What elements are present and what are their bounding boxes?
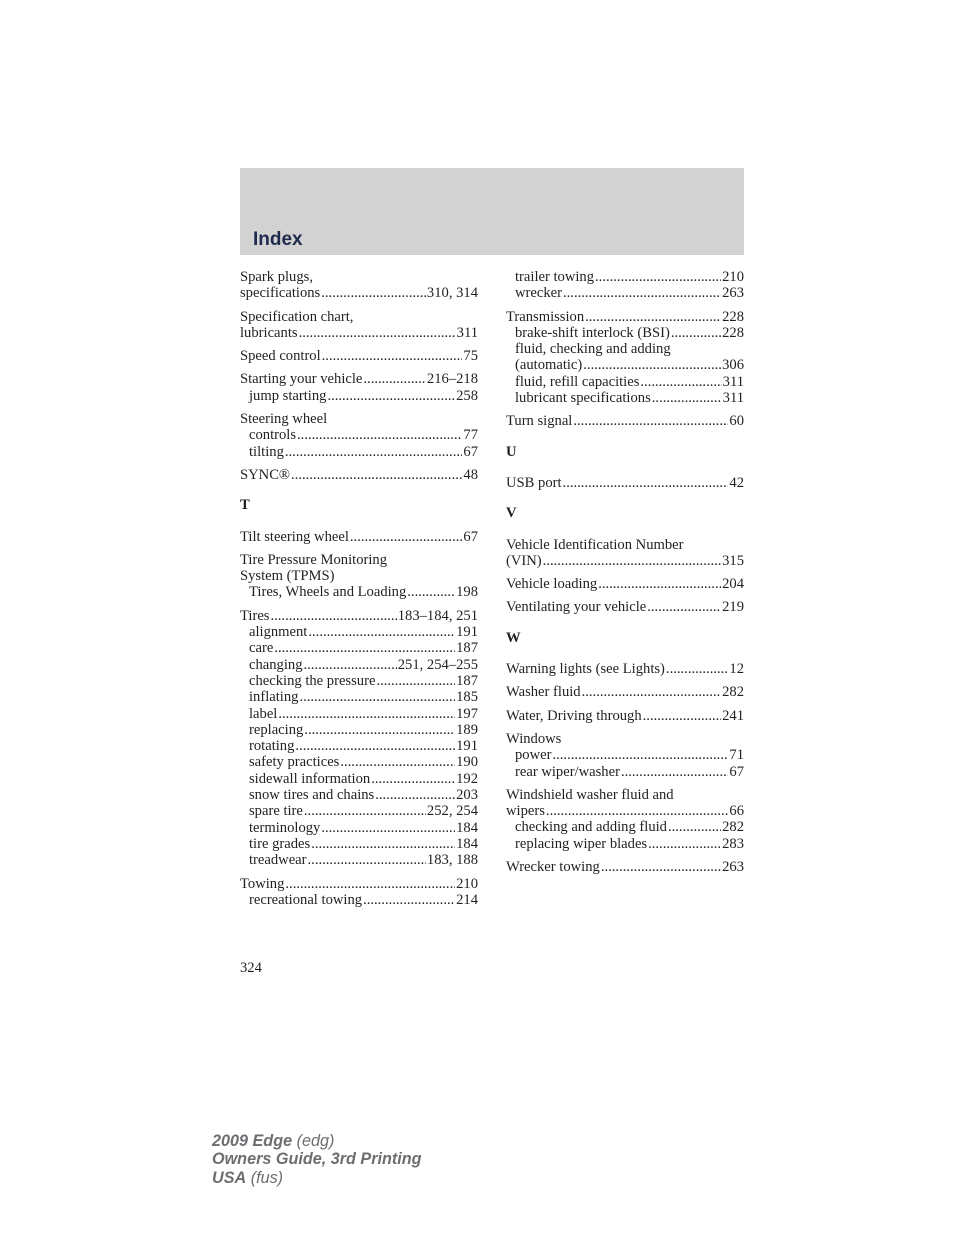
index-term [506,475,744,491]
index-entry [506,599,744,615]
leader-dots [304,722,455,738]
leader-dots [363,892,455,908]
entry-page: 219 [722,599,744,616]
entry-page: 198 [456,584,478,601]
entry-text: tilting [249,443,284,460]
index-subentry [240,722,478,738]
footer-market: USA [212,1168,247,1187]
entry-text: wrecker [515,285,562,302]
entry-text: Vehicle loading [506,576,598,593]
entry-text: snow tires and chains [249,787,375,804]
entry-page: 185 [456,689,478,706]
entry-text: System (TPMS) [240,568,335,585]
index-term [240,269,478,285]
section-letter: T [240,497,250,514]
entry-text: inflating [249,689,299,706]
leader-dots [308,852,426,868]
index-entry [506,731,744,780]
entry-page: 67 [463,443,478,460]
leader-dots [543,553,721,569]
entry-text: Warning lights (see Lights) [506,661,665,678]
index-term [240,608,478,624]
entry-text: rotating [249,738,295,755]
entry-text: Tilt steering wheel [240,528,349,545]
entry-page: 192 [456,770,478,787]
footer-guide: Owners Guide, 3rd Printing [212,1150,422,1169]
entry-text: fluid, refill capacities [515,373,640,390]
footer-model-code: (edg) [296,1132,335,1150]
leader-dots [322,348,463,364]
leader-dots [285,444,463,460]
entry-text: specifications [240,285,321,302]
leader-dots [652,390,722,406]
leader-dots [583,357,721,373]
leader-dots [671,325,721,341]
leader-dots [640,374,721,390]
leader-dots [327,388,455,404]
leader-dots [407,584,455,600]
index-subentry [506,390,744,406]
index-subentry [240,388,478,404]
index-subentry [240,820,478,836]
index-subentry [506,747,744,763]
leader-dots [376,673,455,689]
entry-page: 75 [463,348,478,365]
leader-dots [371,771,455,787]
entry-text: (VIN) [506,552,542,569]
entry-text: Speed control [240,348,321,365]
index-term [240,309,478,325]
entry-page: 66 [729,803,744,820]
index-subentry [506,285,744,301]
entry-text: spare tire [249,803,303,820]
index-entry [240,411,478,460]
entry-page: 203 [456,787,478,804]
entry-page: 48 [463,466,478,483]
entry-page: 311 [456,324,478,341]
entry-page: 263 [722,859,744,876]
entry-page: 210 [456,875,478,892]
index-entry [240,348,478,364]
leader-dots [582,684,722,700]
entry-text: Spark plugs, [240,269,313,285]
entry-text: SYNC® [240,466,291,483]
leader-dots [311,836,455,852]
entry-page: 282 [722,819,744,836]
index-entry [506,708,744,724]
index-subentry [240,738,478,754]
leader-dots [375,787,455,803]
leader-dots [621,764,728,780]
entry-page: 191 [456,738,478,755]
entry-page: 183, 188 [426,852,478,869]
index-subentry [240,427,478,443]
entry-page: 228 [722,324,744,341]
entry-page: 184 [456,835,478,852]
index-entry [240,552,478,601]
entry-page: 241 [722,707,744,724]
entry-page: 187 [456,640,478,657]
section-header [240,168,744,255]
footer-model: 2009 Edge [212,1132,293,1150]
page-number: 324 [240,960,262,976]
index-subentry [506,341,744,357]
leader-dots [585,309,721,325]
index-term [240,325,478,341]
entry-text: brake-shift interlock (BSI) [515,324,670,341]
entry-page: 12 [729,661,744,678]
entry-text: Tires, Wheels and Loading [249,584,407,601]
entry-text: checking and adding fluid [515,819,667,836]
index-term [240,529,478,545]
entry-text: terminology [249,819,321,836]
leader-dots [595,269,721,285]
index-subentry [240,584,478,600]
leader-dots [666,661,728,677]
index-entry [506,787,744,852]
entry-text: sidewall information [249,770,371,787]
entry-page: 184 [456,819,478,836]
entry-text: care [249,640,274,657]
entry-page: 183–184, 251 [397,607,478,624]
entry-text: Ventilating your vehicle [506,599,647,616]
index-subentry [240,657,478,673]
index-entry [506,309,744,407]
leader-dots [546,803,728,819]
entry-text: Tires [240,607,270,624]
leader-dots [363,371,426,387]
entry-page: 67 [729,763,744,780]
leader-dots [601,859,721,875]
entry-page: 60 [729,413,744,430]
index-term [506,413,744,429]
leader-dots [648,836,721,852]
entry-page: 191 [456,624,478,641]
index-term [506,803,744,819]
entry-page: 190 [456,754,478,771]
index-term [240,467,478,483]
index-entry [506,475,744,491]
leader-dots [573,413,728,429]
index-entry [506,269,744,302]
index-subentry [506,269,744,285]
entry-text: rear wiper/washer [515,763,620,780]
entry-page: 204 [722,576,744,593]
index-subentry [506,764,744,780]
entry-text: recreational towing [249,891,363,908]
index-term [506,787,744,803]
index-subentry [240,624,478,640]
entry-page: 67 [463,528,478,545]
index-entry [240,371,478,404]
entry-text: Tire Pressure Monitoring [240,551,388,568]
index-entry [240,269,478,302]
index-subentry [240,771,478,787]
index-term [506,708,744,724]
index-subentry [240,852,478,868]
entry-text: Specification chart, [240,308,354,325]
leader-dots [274,640,455,656]
index-term [240,371,478,387]
index-column-left [240,269,478,908]
entry-text: replacing [249,721,304,738]
entry-page: 306 [722,357,744,374]
entry-text: power [515,747,552,764]
index-subentry [506,357,744,373]
entry-page: 42 [729,474,744,491]
entry-page: 315 [722,552,744,569]
entry-text: (automatic) [515,357,583,374]
leader-dots [563,475,729,491]
entry-text: Steering wheel [240,411,328,428]
index-subentry [240,754,478,770]
leader-dots [270,608,396,624]
entry-text: changing [249,656,303,673]
index-term [240,285,478,301]
entry-text: Water, Driving through [506,707,642,724]
index-term [240,568,478,584]
index-term [506,576,744,592]
index-subentry [506,374,744,390]
entry-page: 189 [456,721,478,738]
entry-text: Vehicle Identification Number [506,536,684,553]
entry-page: 228 [722,308,744,325]
index-term [506,309,744,325]
entry-page: 311 [722,390,744,407]
leader-dots [297,427,462,443]
section-letter: V [506,505,517,522]
entry-text: Wrecker towing [506,859,600,876]
entry-text: Towing [240,875,285,892]
leader-dots [668,819,721,835]
section-letter: W [506,629,521,646]
entry-text: USB port [506,474,562,491]
index-subentry [240,706,478,722]
index-term [506,661,744,677]
entry-text: treadwear [249,852,307,869]
leader-dots [563,285,721,301]
entry-page: 263 [722,285,744,302]
leader-dots [304,657,397,673]
entry-text: Windows [506,730,562,747]
index-term [506,731,744,747]
entry-text: Transmission [506,308,585,325]
entry-page: 282 [722,684,744,701]
index-entry [506,576,744,592]
entry-text: controls [249,427,297,444]
leader-dots [308,624,455,640]
index-term [506,537,744,553]
leader-dots [340,754,455,770]
entry-page: 258 [456,387,478,404]
leader-dots [299,689,455,705]
section-title: Index [253,229,303,250]
entry-text: trailer towing [515,269,595,285]
entry-text: label [249,705,278,722]
index-entry [240,309,478,342]
index-entry [240,467,478,483]
entry-text: wipers [506,803,545,820]
index-term [240,552,478,568]
entry-text: safety practices [249,754,340,771]
section-letter: U [506,443,517,460]
entry-text: checking the pressure [249,672,376,689]
index-term [506,553,744,569]
index-term [506,599,744,615]
index-entry [506,859,744,875]
index-subentry [240,803,478,819]
index-subentry [240,787,478,803]
entry-page: 197 [456,705,478,722]
index-column-right [506,269,744,875]
entry-page: 210 [722,269,744,285]
entry-text: Washer fluid [506,684,581,701]
entry-text: lubricant specifications [515,390,651,407]
leader-dots [299,325,456,341]
leader-dots [643,708,721,724]
leader-dots [304,803,426,819]
index-subentry [240,836,478,852]
index-entry [240,529,478,545]
leader-dots [350,529,463,545]
footer [212,1132,422,1187]
index-entry [240,876,478,909]
index-subentry [240,689,478,705]
entry-text: tire grades [249,835,311,852]
index-term [506,859,744,875]
entry-page: 71 [729,747,744,764]
entry-page: 77 [463,427,478,444]
index-subentry [240,640,478,656]
entry-text: jump starting [249,387,327,404]
entry-page: 283 [722,835,744,852]
leader-dots [598,576,721,592]
leader-dots [647,599,721,615]
entry-text: Starting your vehicle [240,371,363,388]
index-entry [506,537,744,570]
entry-page: 310, 314 [426,285,478,302]
entry-page: 252, 254 [426,803,478,820]
leader-dots [321,820,455,836]
entry-page: 216–218 [426,371,478,388]
entry-text: fluid, checking and adding [515,341,671,358]
index-term [240,411,478,427]
entry-text: Windshield washer fluid and [506,786,674,803]
footer-market-code: (fus) [250,1168,284,1187]
index-subentry [506,325,744,341]
index-term [240,348,478,364]
index-subentry [240,673,478,689]
index-subentry [506,819,744,835]
leader-dots [278,706,455,722]
entry-text: lubricants [240,324,298,341]
index-subentry [240,892,478,908]
leader-dots [321,285,426,301]
leader-dots [291,467,462,483]
index-entry [506,661,744,677]
index-subentry [240,444,478,460]
leader-dots [285,876,455,892]
entry-page: 311 [722,373,744,390]
index-term [240,876,478,892]
entry-page: 214 [456,891,478,908]
index-entry [240,608,478,869]
entry-page: 251, 254–255 [397,656,478,673]
entry-text: Turn signal [506,413,573,430]
entry-page: 187 [456,672,478,689]
leader-dots [295,738,455,754]
entry-text: replacing wiper blades [515,835,648,852]
index-subentry [506,836,744,852]
entry-text: alignment [249,624,308,641]
leader-dots [552,747,728,763]
index-entry [506,413,744,429]
index-entry [506,684,744,700]
index-term [506,684,744,700]
